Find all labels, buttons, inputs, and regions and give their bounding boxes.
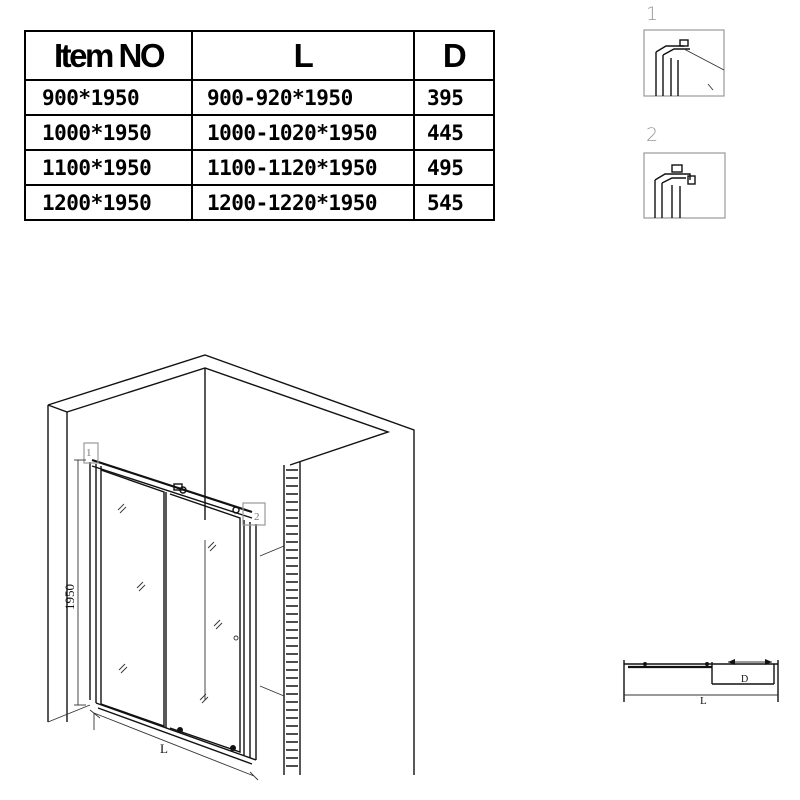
- callout-marker-2: 2: [254, 511, 260, 523]
- header-item-no: Item NO: [25, 31, 192, 80]
- width-dimension-line: [94, 713, 254, 776]
- cell-item-no: 900*1950: [25, 80, 192, 115]
- detail-2-clip: [672, 165, 682, 172]
- cell-d: 395: [414, 80, 494, 115]
- cell-item-no: 1000*1950: [25, 115, 192, 150]
- detail-1-view: [644, 3, 724, 96]
- header-l: L: [192, 31, 414, 80]
- cell-d: 545: [414, 185, 494, 220]
- plan-view: [624, 659, 778, 707]
- detail-2-view: [644, 124, 725, 218]
- bottom-guide: [177, 727, 183, 733]
- detail-1-clip: [680, 40, 688, 46]
- cell-l: 1200-1220*1950: [192, 185, 414, 220]
- callout-marker-1: 1: [86, 447, 92, 459]
- bottom-guide: [230, 745, 236, 751]
- brick-pattern: [286, 470, 298, 766]
- wall-outline: [48, 355, 414, 775]
- detail-1-number: 1: [646, 3, 659, 25]
- header-d: D: [414, 31, 494, 80]
- glass-reflection-marks: [118, 504, 222, 703]
- cell-d: 495: [414, 150, 494, 185]
- cell-d: 445: [414, 115, 494, 150]
- cell-item-no: 1100*1950: [25, 150, 192, 185]
- detail-1-rail: [684, 49, 724, 70]
- detail-2-frame: [644, 153, 725, 218]
- cell-l: 900-920*1950: [192, 80, 414, 115]
- detail-2-number: 2: [646, 124, 659, 146]
- right-wall: [284, 462, 300, 775]
- top-rail: [92, 460, 252, 512]
- bottom-rail: [96, 703, 256, 760]
- cell-l: 1000-1020*1950: [192, 115, 414, 150]
- cell-item-no: 1200*1950: [25, 185, 192, 220]
- shower-enclosure-drawing: [48, 355, 414, 780]
- height-label: 1950: [62, 584, 77, 610]
- door-handle: [234, 636, 238, 640]
- fixed-glass-panel: [101, 470, 164, 726]
- cell-l: 1100-1120*1950: [192, 150, 414, 185]
- plan-d-label: D: [741, 674, 749, 685]
- plan-l-label: L: [700, 695, 707, 707]
- width-label: L: [160, 741, 168, 756]
